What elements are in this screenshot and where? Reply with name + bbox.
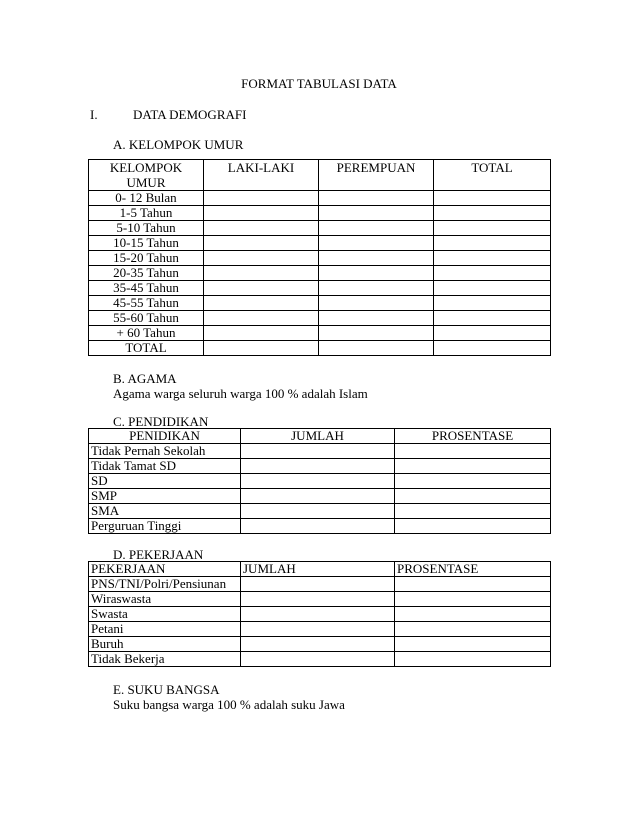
table-row bbox=[89, 341, 551, 356]
header-kelompok-umur bbox=[89, 160, 204, 191]
cell-jumlah bbox=[241, 622, 395, 637]
table-row bbox=[89, 326, 551, 341]
cell-perempuan bbox=[319, 221, 434, 236]
cell-total bbox=[434, 266, 551, 281]
cell-total bbox=[434, 341, 551, 356]
cell-total bbox=[434, 311, 551, 326]
cell-prosentase bbox=[395, 652, 551, 667]
cell-jumlah bbox=[241, 577, 395, 592]
table-header-row bbox=[89, 160, 551, 191]
table-row bbox=[89, 251, 551, 266]
pekerjaan-table bbox=[88, 561, 551, 667]
table-row bbox=[89, 652, 551, 667]
row-label: Tidak Pernah Sekolah bbox=[89, 444, 241, 459]
cell-total bbox=[434, 251, 551, 266]
row-label: 35-45 Tahun bbox=[89, 281, 204, 296]
row-label: 0- 12 Bulan bbox=[89, 191, 204, 206]
table-header-row bbox=[89, 562, 551, 577]
cell-jumlah bbox=[241, 444, 395, 459]
cell-total bbox=[434, 206, 551, 221]
table-row bbox=[89, 191, 551, 206]
cell-perempuan bbox=[319, 206, 434, 221]
row-label: Swasta bbox=[89, 607, 241, 622]
row-label: Petani bbox=[89, 622, 241, 637]
agama-heading: B. AGAMA bbox=[113, 371, 177, 386]
header-pekerjaan: PEKERJAAN bbox=[89, 562, 241, 577]
table-row bbox=[89, 281, 551, 296]
table-row bbox=[89, 622, 551, 637]
table-row bbox=[89, 221, 551, 236]
pendidikan-heading: C. PENDIDIKAN bbox=[113, 414, 209, 429]
cell-laki-laki bbox=[204, 251, 319, 266]
umur-table bbox=[88, 159, 551, 356]
row-label: 55-60 Tahun bbox=[89, 311, 204, 326]
cell-prosentase bbox=[395, 474, 551, 489]
row-label: PNS/TNI/Polri/Pensiunan bbox=[89, 577, 241, 592]
cell-prosentase bbox=[395, 489, 551, 504]
table-row bbox=[89, 236, 551, 251]
cell-perempuan bbox=[319, 266, 434, 281]
cell-jumlah bbox=[241, 489, 395, 504]
cell-laki-laki bbox=[204, 266, 319, 281]
row-label: 20-35 Tahun bbox=[89, 266, 204, 281]
row-label: Buruh bbox=[89, 637, 241, 652]
cell-total bbox=[434, 236, 551, 251]
section-title: DATA DEMOGRAFI bbox=[133, 107, 247, 122]
table-row bbox=[89, 266, 551, 281]
cell-total bbox=[434, 221, 551, 236]
header-prosentase: PROSENTASE bbox=[395, 562, 551, 577]
document-title: FORMAT TABULASI DATA bbox=[241, 76, 397, 91]
cell-prosentase bbox=[395, 577, 551, 592]
row-label: 1-5 Tahun bbox=[89, 206, 204, 221]
pekerjaan-heading: D. PEKERJAAN bbox=[113, 547, 204, 562]
header-perempuan: PEREMPUAN bbox=[319, 160, 434, 191]
header-prosentase: PROSENTASE bbox=[395, 429, 551, 444]
row-label: 15-20 Tahun bbox=[89, 251, 204, 266]
cell-laki-laki bbox=[204, 311, 319, 326]
table-row bbox=[89, 459, 551, 474]
table-row bbox=[89, 296, 551, 311]
row-label: Tidak Bekerja bbox=[89, 652, 241, 667]
cell-laki-laki bbox=[204, 221, 319, 236]
section-number: I. bbox=[90, 107, 98, 122]
row-label: 45-55 Tahun bbox=[89, 296, 204, 311]
row-label: Tidak Tamat SD bbox=[89, 459, 241, 474]
cell-prosentase bbox=[395, 519, 551, 534]
table-row bbox=[89, 206, 551, 221]
cell-laki-laki bbox=[204, 281, 319, 296]
cell-perempuan bbox=[319, 251, 434, 266]
row-label: SD bbox=[89, 474, 241, 489]
table-header-row bbox=[89, 429, 551, 444]
header-line-2: UMUR bbox=[126, 175, 166, 190]
cell-total bbox=[434, 296, 551, 311]
table-row bbox=[89, 607, 551, 622]
suku-text: Suku bangsa warga 100 % adalah suku Jawa bbox=[113, 697, 345, 712]
cell-prosentase bbox=[395, 637, 551, 652]
header-pendidikan: PENIDIKAN bbox=[89, 429, 241, 444]
cell-total bbox=[434, 281, 551, 296]
table-row bbox=[89, 311, 551, 326]
cell-perempuan bbox=[319, 296, 434, 311]
cell-laki-laki bbox=[204, 191, 319, 206]
header-jumlah: JUMLAH bbox=[241, 562, 395, 577]
row-label: Perguruan Tinggi bbox=[89, 519, 241, 534]
cell-jumlah bbox=[241, 652, 395, 667]
header-line-1: KELOMPOK bbox=[109, 160, 183, 175]
cell-perempuan bbox=[319, 191, 434, 206]
cell-jumlah bbox=[241, 459, 395, 474]
table-row bbox=[89, 489, 551, 504]
cell-total bbox=[434, 326, 551, 341]
cell-perempuan bbox=[319, 311, 434, 326]
cell-jumlah bbox=[241, 519, 395, 534]
cell-laki-laki bbox=[204, 326, 319, 341]
row-label: + 60 Tahun bbox=[89, 326, 204, 341]
cell-jumlah bbox=[241, 637, 395, 652]
cell-laki-laki bbox=[204, 296, 319, 311]
cell-perempuan bbox=[319, 236, 434, 251]
cell-jumlah bbox=[241, 592, 395, 607]
row-label: SMA bbox=[89, 504, 241, 519]
cell-perempuan bbox=[319, 341, 434, 356]
cell-prosentase bbox=[395, 622, 551, 637]
cell-laki-laki bbox=[204, 341, 319, 356]
cell-jumlah bbox=[241, 607, 395, 622]
cell-jumlah bbox=[241, 474, 395, 489]
table-row bbox=[89, 519, 551, 534]
table-row bbox=[89, 474, 551, 489]
header-total: TOTAL bbox=[434, 160, 551, 191]
cell-prosentase bbox=[395, 607, 551, 622]
pendidikan-table bbox=[88, 428, 551, 534]
table-row bbox=[89, 637, 551, 652]
table-row bbox=[89, 577, 551, 592]
umur-heading: A. KELOMPOK UMUR bbox=[113, 137, 244, 152]
cell-perempuan bbox=[319, 281, 434, 296]
table-row bbox=[89, 592, 551, 607]
cell-laki-laki bbox=[204, 236, 319, 251]
cell-prosentase bbox=[395, 459, 551, 474]
row-label: TOTAL bbox=[89, 341, 204, 356]
agama-text: Agama warga seluruh warga 100 % adalah Islam bbox=[113, 386, 368, 401]
cell-prosentase bbox=[395, 504, 551, 519]
cell-laki-laki bbox=[204, 206, 319, 221]
header-jumlah: JUMLAH bbox=[241, 429, 395, 444]
row-label: 10-15 Tahun bbox=[89, 236, 204, 251]
table-row bbox=[89, 444, 551, 459]
header-laki-laki: LAKI-LAKI bbox=[204, 160, 319, 191]
cell-jumlah bbox=[241, 504, 395, 519]
cell-prosentase bbox=[395, 444, 551, 459]
suku-heading: E. SUKU BANGSA bbox=[113, 682, 220, 697]
row-label: 5-10 Tahun bbox=[89, 221, 204, 236]
cell-total bbox=[434, 191, 551, 206]
row-label: Wiraswasta bbox=[89, 592, 241, 607]
cell-perempuan bbox=[319, 326, 434, 341]
row-label: SMP bbox=[89, 489, 241, 504]
cell-prosentase bbox=[395, 592, 551, 607]
table-row bbox=[89, 504, 551, 519]
